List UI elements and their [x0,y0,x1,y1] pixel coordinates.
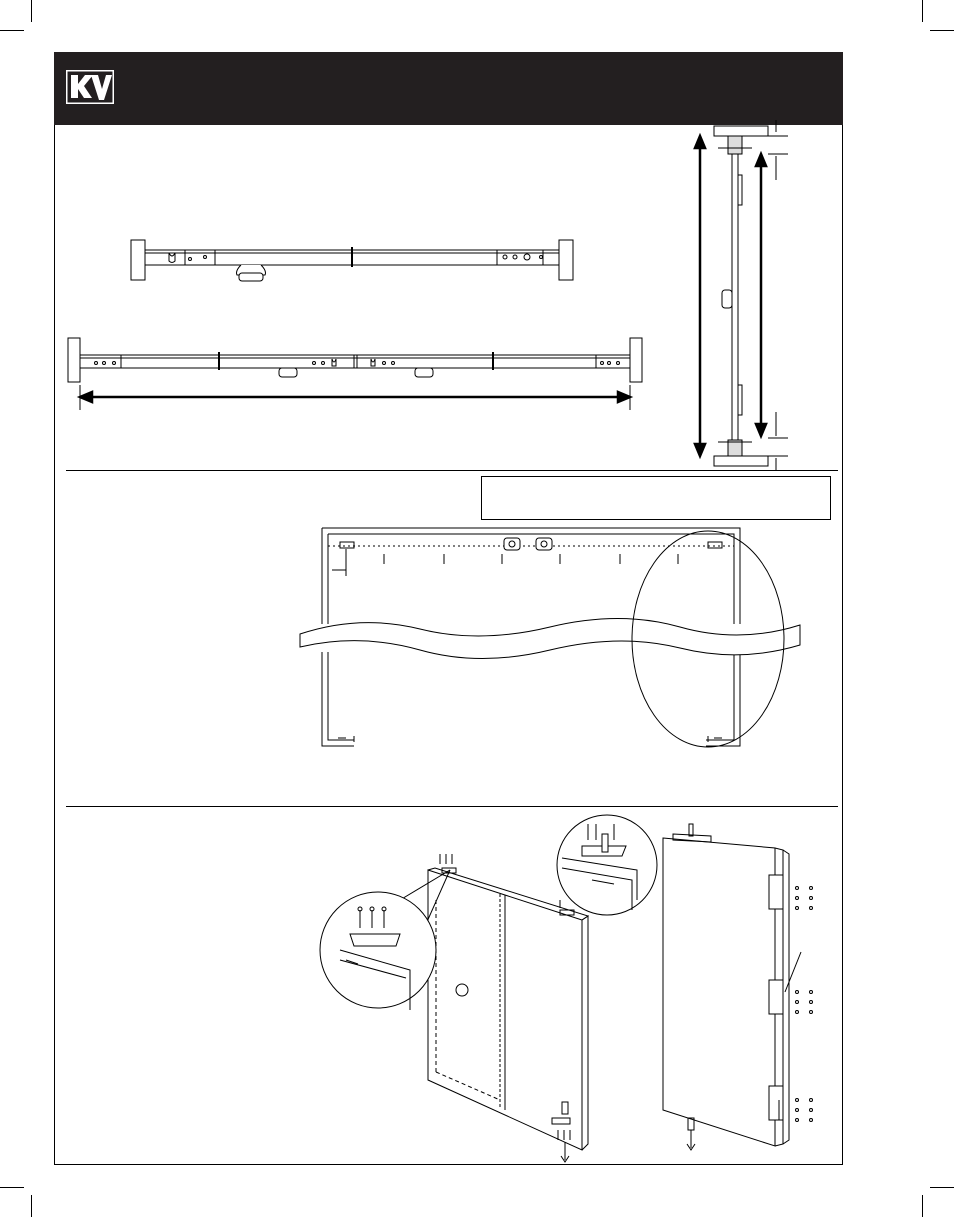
crop-mark [0,1187,24,1188]
crop-mark [922,0,923,22]
door-opening-frame-icon [296,524,816,754]
hinged-panel-side-icon [655,820,825,1160]
section-divider [66,470,838,471]
crop-mark [922,1195,923,1217]
kv-logo-icon [66,70,114,104]
track-assembly-icon [125,235,575,285]
crop-mark [31,0,32,22]
section-divider [66,806,838,807]
track-long-assembly-icon [66,335,646,415]
crop-mark [930,30,954,31]
track-vertical-section-icon [688,120,788,470]
note-box [481,476,831,520]
crop-mark [0,30,24,31]
header-bar [54,52,843,125]
bifold-door-panels-icon [310,810,590,1165]
crop-mark [930,1187,954,1188]
crop-mark [31,1195,32,1217]
bifold-pivot-detail-icon [552,810,662,918]
